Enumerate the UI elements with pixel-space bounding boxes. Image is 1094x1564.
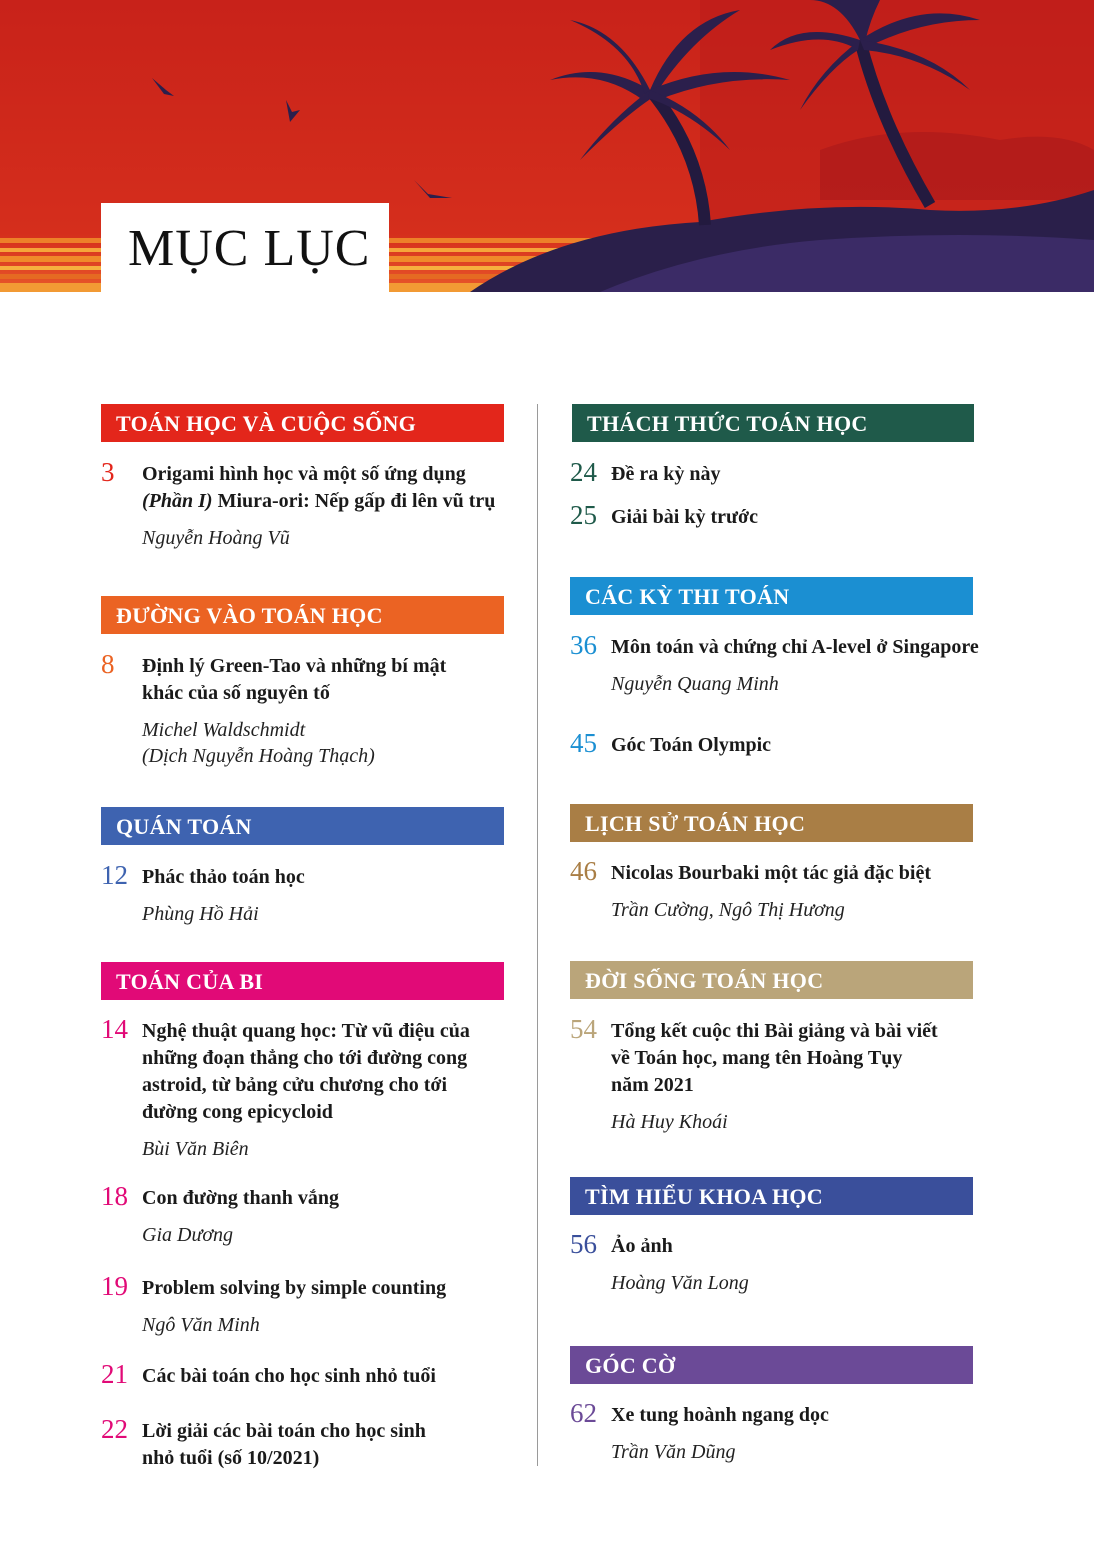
article-author: Gia Dương (142, 1224, 234, 1246)
title-line: Định lý Green-Tao và những bí mật (142, 655, 447, 677)
page-number: 45 (570, 728, 597, 758)
title-line: Origami hình học và một số ứng dụng (142, 463, 466, 485)
section-heading: CÁC KỲ THI TOÁN (570, 577, 973, 615)
article-author: Nguyễn Quang Minh (611, 673, 779, 695)
title-line: nhỏ tuổi (số 10/2021) (142, 1447, 320, 1469)
title-line: Nghệ thuật quang học: Từ vũ điệu của (142, 1020, 470, 1042)
page-number: 21 (101, 1359, 128, 1389)
article-title: Đề ra kỳ này (611, 463, 721, 485)
page-number: 36 (570, 630, 597, 660)
section-heading: THÁCH THỨC TOÁN HỌC (572, 404, 974, 442)
page-number: 12 (101, 860, 128, 890)
page-number: 56 (570, 1229, 597, 1259)
article-author: Nguyễn Hoàng Vũ (142, 527, 290, 549)
article-author: Michel Waldschmidt (142, 719, 306, 741)
article-title: Con đường thanh vắng (142, 1187, 340, 1209)
title-line: năm 2021 (611, 1074, 694, 1096)
title-line: Lời giải các bài toán cho học sinh (142, 1420, 426, 1442)
article-title: Nicolas Bourbaki một tác giả đặc biệt (611, 862, 931, 884)
page-number: 14 (101, 1014, 128, 1044)
page-number: 18 (101, 1181, 128, 1211)
page-number: 22 (101, 1414, 128, 1444)
article-title: Giải bài kỳ trước (611, 506, 758, 528)
page-title: MỤC LỤC (128, 220, 371, 277)
article-title: Môn toán và chứng chỉ A-level ở Singapore (611, 636, 979, 658)
section-heading: ĐƯỜNG VÀO TOÁN HỌC (101, 596, 504, 634)
article-author: Hà Huy Khoái (611, 1111, 728, 1133)
title-line: về Toán học, mang tên Hoàng Tụy (611, 1047, 903, 1069)
page-number: 62 (570, 1398, 597, 1428)
article-author: Ngô Văn Minh (142, 1314, 260, 1336)
article-title: Các bài toán cho học sinh nhỏ tuổi (142, 1365, 436, 1387)
article-title: Phác thảo toán học (142, 866, 305, 888)
title-line: Miura-ori: Nếp gấp đi lên vũ trụ (212, 490, 496, 512)
title-line: đường cong epicycloid (142, 1101, 333, 1123)
section-heading: GÓC CỜ (570, 1346, 973, 1384)
page-number: 8 (101, 649, 115, 679)
page-number: 54 (570, 1014, 597, 1044)
page-number: 19 (101, 1271, 128, 1301)
article-title: Problem solving by simple counting (142, 1277, 447, 1299)
section-heading: QUÁN TOÁN (101, 807, 504, 845)
section-heading: TOÁN HỌC VÀ CUỘC SỐNG (101, 404, 504, 442)
column-divider (537, 404, 538, 1466)
title-line: astroid, từ bảng cửu chương cho tới (142, 1074, 448, 1096)
article-title: Góc Toán Olympic (611, 734, 772, 756)
article-author: Phùng Hồ Hải (142, 903, 259, 925)
article-title (611, 1018, 938, 1099)
title-line: khác của số nguyên tố (142, 682, 330, 704)
section-heading: ĐỜI SỐNG TOÁN HỌC (570, 961, 973, 999)
title-part: (Phần I) (142, 490, 213, 512)
article-author: Trần Văn Dũng (611, 1441, 736, 1463)
header-banner (0, 0, 1094, 292)
article-author: Bùi Văn Biên (142, 1138, 249, 1160)
article-title (142, 1018, 470, 1126)
title-box (101, 203, 389, 292)
article-title (142, 461, 495, 515)
article-translator: (Dịch Nguyễn Hoàng Thạch) (142, 745, 375, 767)
article-author: Hoàng Văn Long (611, 1272, 749, 1294)
article-title: Ảo ảnh (611, 1235, 673, 1257)
section-heading: LỊCH SỬ TOÁN HỌC (570, 804, 973, 842)
page-number: 25 (570, 500, 597, 530)
section-heading: TÌM HIỂU KHOA HỌC (570, 1177, 973, 1215)
title-line: Tổng kết cuộc thi Bài giảng và bài viết (611, 1020, 938, 1042)
section-heading: TOÁN CỦA BI (101, 962, 504, 1000)
title-line: những đoạn thẳng cho tới đường cong (142, 1047, 468, 1069)
article-title (142, 1418, 426, 1472)
page-number: 3 (101, 457, 115, 487)
article-author: Trần Cường, Ngô Thị Hương (611, 899, 845, 921)
article-title (142, 653, 446, 707)
article-title: Xe tung hoành ngang dọc (611, 1404, 829, 1426)
page-number: 46 (570, 856, 597, 886)
page-number: 24 (570, 457, 597, 487)
